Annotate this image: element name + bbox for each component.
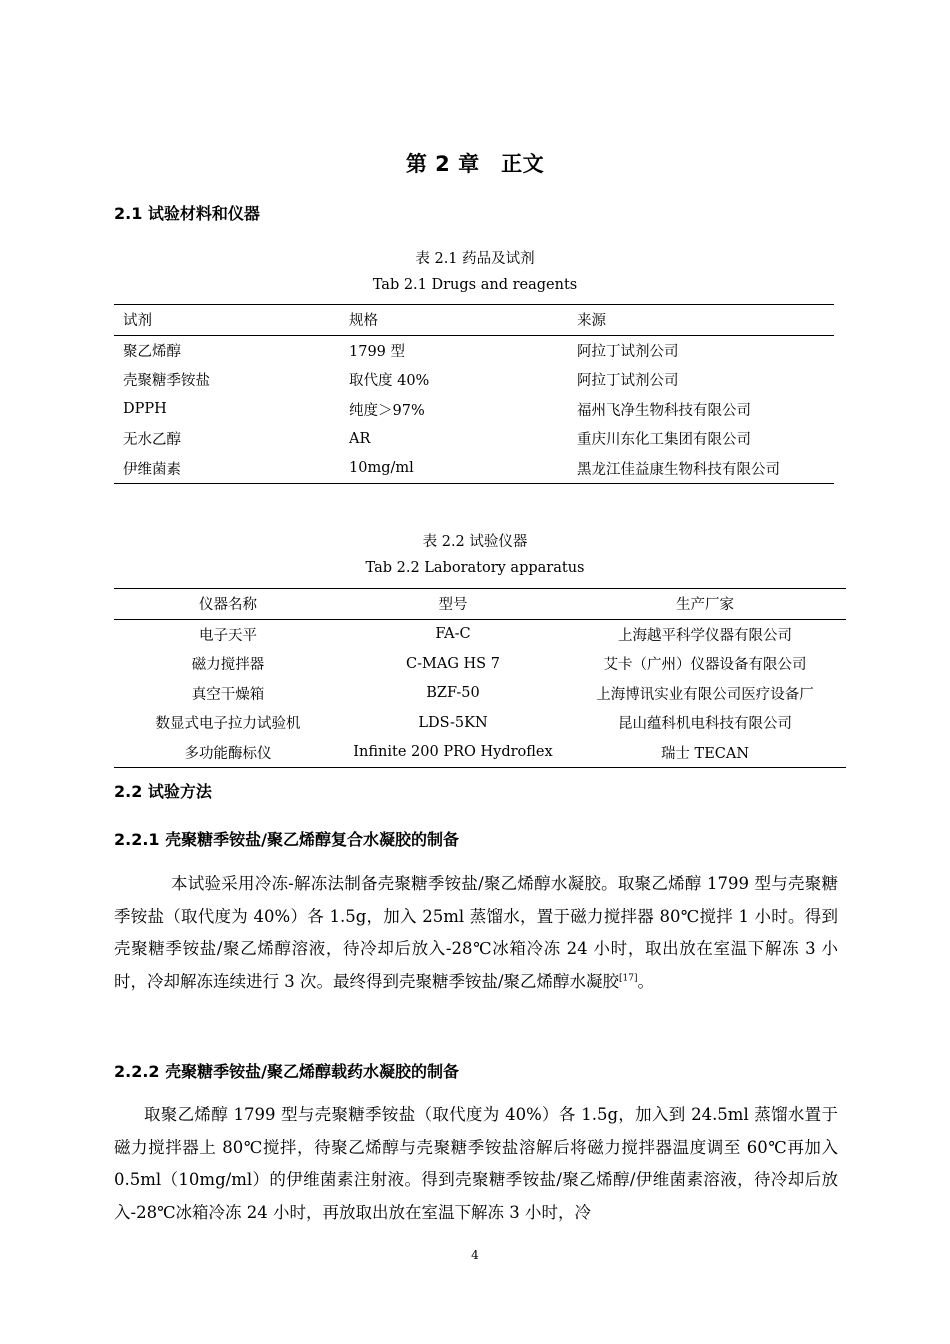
table-header-row (114, 305, 834, 336)
table-cell: 阿拉丁试剂公司 (577, 373, 679, 390)
table-cell: 多功能酶标仪 (184, 745, 272, 762)
table-row (114, 708, 846, 738)
table-cell: 艾卡（广州）仪器设备有限公司 (603, 657, 807, 674)
reagents-table (114, 304, 834, 484)
table1-caption-cn: 表 2.1 药品及试剂 (415, 251, 535, 267)
table-header-cell: 规格 (340, 305, 568, 336)
table-cell: 壳聚糖季铵盐 (123, 373, 210, 390)
table-cell: 瑞士 TECAN (660, 745, 750, 762)
apparatus-table (114, 588, 846, 768)
table-cell: Infinite 200 PRO Hydroflex (353, 744, 553, 761)
table-row (114, 619, 846, 649)
table-row (114, 424, 834, 454)
table-cell: 真空干燥箱 (191, 686, 265, 703)
table-cell: BZF-50 (426, 685, 480, 702)
table-row (114, 454, 834, 484)
table-cell: LDS-5KN (418, 714, 488, 731)
section-heading-2-2-1: 2.2.1 壳聚糖季铵盐/聚乙烯醇复合水凝胶的制备 (114, 830, 459, 849)
table-row (114, 738, 846, 768)
table-cell: 10mg/ml (349, 460, 414, 477)
table-cell: 上海越平科学仪器有限公司 (618, 627, 792, 644)
paragraph-2-2-1 (114, 868, 838, 998)
table-cell: 1799 型 (349, 343, 406, 360)
table-cell: 数显式电子拉力试验机 (155, 716, 301, 733)
table-header-cell: 来源 (568, 305, 834, 336)
paragraph-text: 本试验采用冷冻-解冻法制备壳聚糖季铵盐/聚乙烯醇水凝胶。取聚乙烯醇 1799 型与壳聚糖季铵盐（取代度为 40%）各 1.5g，加入 25ml 蒸馏水，置于磁力搅拌器 80℃搅拌 1 小时。得到壳聚糖季铵盐/聚乙烯醇溶液，待冷却后放入-28℃冰箱冷冻 24 小时，取出放在室温下解冻 3 小时，冷却解冻连续进行 3 次。最终得到壳聚糖季铵盐/聚乙烯醇水凝胶 (114, 874, 838, 991)
section-heading-2-2: 2.2 试验方法 (114, 782, 212, 801)
chapter-title: 第 2 章 正文 (405, 152, 545, 176)
table-cell: 重庆川东化工集团有限公司 (577, 432, 751, 449)
citation-superscript: [17] (619, 973, 638, 983)
page-number: 4 (471, 1248, 479, 1262)
table-header-row (114, 589, 846, 620)
table-cell: 电子天平 (199, 627, 257, 644)
table-cell: 纯度＞97% (349, 402, 425, 419)
section-heading-2-2-2: 2.2.2 壳聚糖季铵盐/聚乙烯醇载药水凝胶的制备 (114, 1062, 459, 1081)
table-cell: 取代度 40% (349, 373, 430, 390)
table-cell: 伊维菌素 (123, 461, 181, 478)
table-cell: C-MAG HS 7 (406, 655, 500, 672)
table-cell: 上海博讯实业有限公司医疗设备厂 (596, 686, 814, 703)
table-header-cell: 生产厂家 (564, 589, 846, 620)
table-cell: 昆山蕴科机电科技有限公司 (618, 716, 792, 733)
table-cell: 无水乙醇 (123, 432, 181, 449)
table-cell: 黑龙江佳益康生物科技有限公司 (577, 461, 780, 478)
table-row (114, 649, 846, 679)
table-cell: 磁力搅拌器 (191, 657, 265, 674)
table-cell: AR (349, 430, 371, 447)
table-row (114, 335, 834, 365)
table-cell: FA-C (435, 626, 471, 643)
table-header-cell: 型号 (342, 589, 564, 620)
table-row (114, 679, 846, 709)
table-cell: 聚乙烯醇 (123, 343, 181, 360)
table-header-cell: 试剂 (114, 305, 340, 336)
table-cell: DPPH (123, 401, 167, 418)
table1-caption-en: Tab 2.1 Drugs and reagents (372, 277, 578, 293)
table-row (114, 365, 834, 395)
table-header-cell: 仪器名称 (114, 589, 342, 620)
section-heading-2-1: 2.1 试验材料和仪器 (114, 204, 260, 223)
paragraph-end: 。 (637, 971, 655, 991)
table2-caption-cn: 表 2.2 试验仪器 (422, 534, 528, 550)
paragraph-2-2-2: 取聚乙烯醇 1799 型与壳聚糖季铵盐（取代度为 40%）各 1.5g，加入到 24.5ml 蒸馏水置于磁力搅拌器上 80℃搅拌，待聚乙烯醇与壳聚糖季铵盐溶解后将磁力搅拌器温度调至 60℃再加入 0.5ml（10mg/ml）的伊维菌素注射液。得到壳聚糖季铵盐/聚乙烯醇/伊维菌素溶液，待冷却后放入-28℃冰箱冷冻 24 小时，再放取出放在室温下解冻 3 小时，冷 (114, 1105, 838, 1222)
table-row (114, 395, 834, 425)
table2-caption-en: Tab 2.2 Laboratory apparatus (365, 560, 585, 576)
table-cell: 阿拉丁试剂公司 (577, 343, 679, 360)
table-cell: 福州飞净生物科技有限公司 (577, 402, 751, 419)
